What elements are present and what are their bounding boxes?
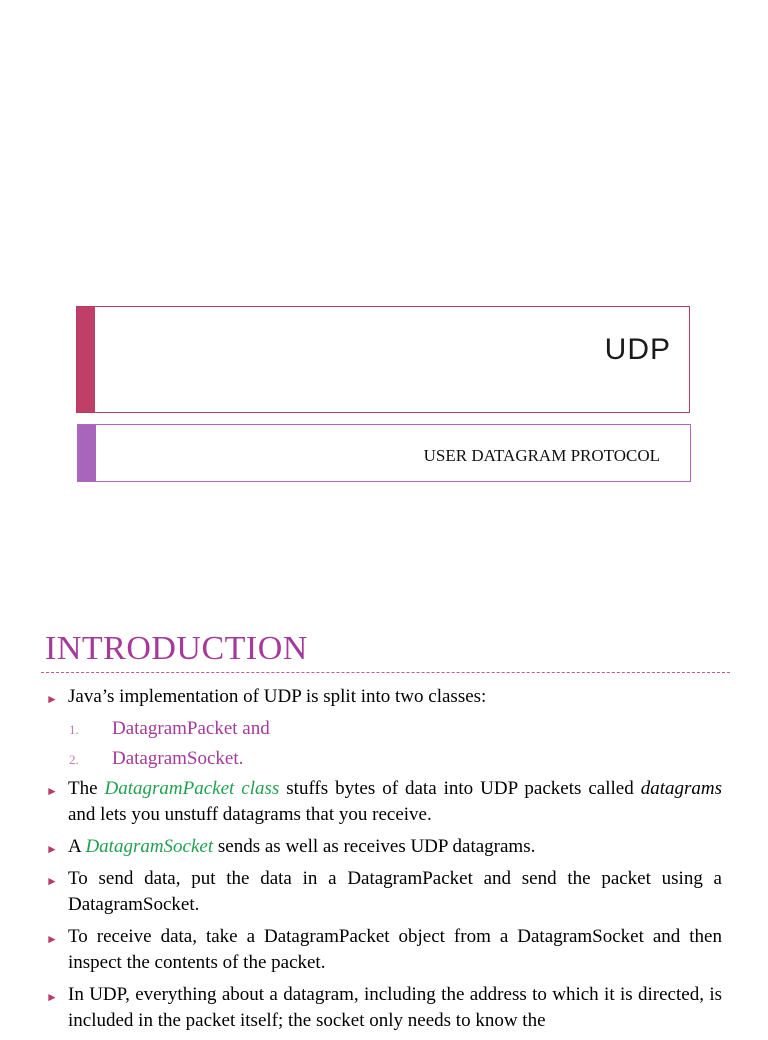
italic-term: datagrams (640, 778, 722, 799)
text-run: and lets you unstuff datagrams that you receive. (68, 804, 432, 825)
text-run: The (68, 778, 105, 799)
numbered-item (46, 716, 722, 742)
bullet-item (46, 866, 722, 918)
subtitle-accent-bar (78, 425, 96, 481)
item-number: 2. (69, 752, 79, 767)
text-run: sends as well as receives UDP datagrams. (213, 836, 536, 857)
triangle-right-icon: ► (46, 784, 58, 798)
item-text: DatagramSocket. (112, 748, 244, 769)
triangle-right-icon: ► (46, 692, 58, 706)
bullet-text (68, 778, 722, 825)
triangle-right-icon: ► (46, 990, 58, 1004)
class-name-highlight: DatagramPacket class (104, 778, 280, 799)
bullet-text: To receive data, take a DatagramPacket object from a DatagramSocket and then inspect the contents of the packet. (68, 926, 722, 973)
bullet-item (46, 982, 722, 1034)
text-run: A (68, 836, 86, 857)
intro-content (46, 684, 722, 1040)
triangle-right-icon: ► (46, 932, 58, 946)
bullet-item (46, 834, 722, 860)
bullet-text: Java’s implementation of UDP is split into two classes: (68, 686, 487, 707)
bullet-item (46, 776, 722, 828)
triangle-right-icon: ► (46, 842, 58, 856)
slide-title: UDP (604, 333, 671, 366)
intro-heading: INTRODUCTION (45, 630, 308, 667)
heading-divider (41, 672, 730, 673)
slide-subtitle: USER DATAGRAM PROTOCOL (423, 446, 660, 465)
title-accent-bar (77, 307, 95, 412)
title-box (76, 306, 690, 413)
text-run: stuffs bytes of data into UDP packets called (279, 778, 641, 799)
bullet-text: In UDP, everything about a datagram, including the address to which it is directed, is included in the packet itself; the socket only needs to know the (68, 984, 722, 1031)
bullet-item (46, 924, 722, 976)
numbered-item (46, 746, 722, 772)
bullet-text: To send data, put the data in a DatagramPacket and send the packet using a DatagramSocket. (68, 868, 722, 915)
item-text: DatagramPacket and (112, 718, 270, 739)
bullet-item (46, 684, 722, 710)
bullet-text (68, 836, 535, 857)
subtitle-box (77, 424, 691, 482)
triangle-right-icon: ► (46, 874, 58, 888)
item-number: 1. (69, 722, 79, 737)
class-name-highlight: DatagramSocket (85, 836, 214, 857)
